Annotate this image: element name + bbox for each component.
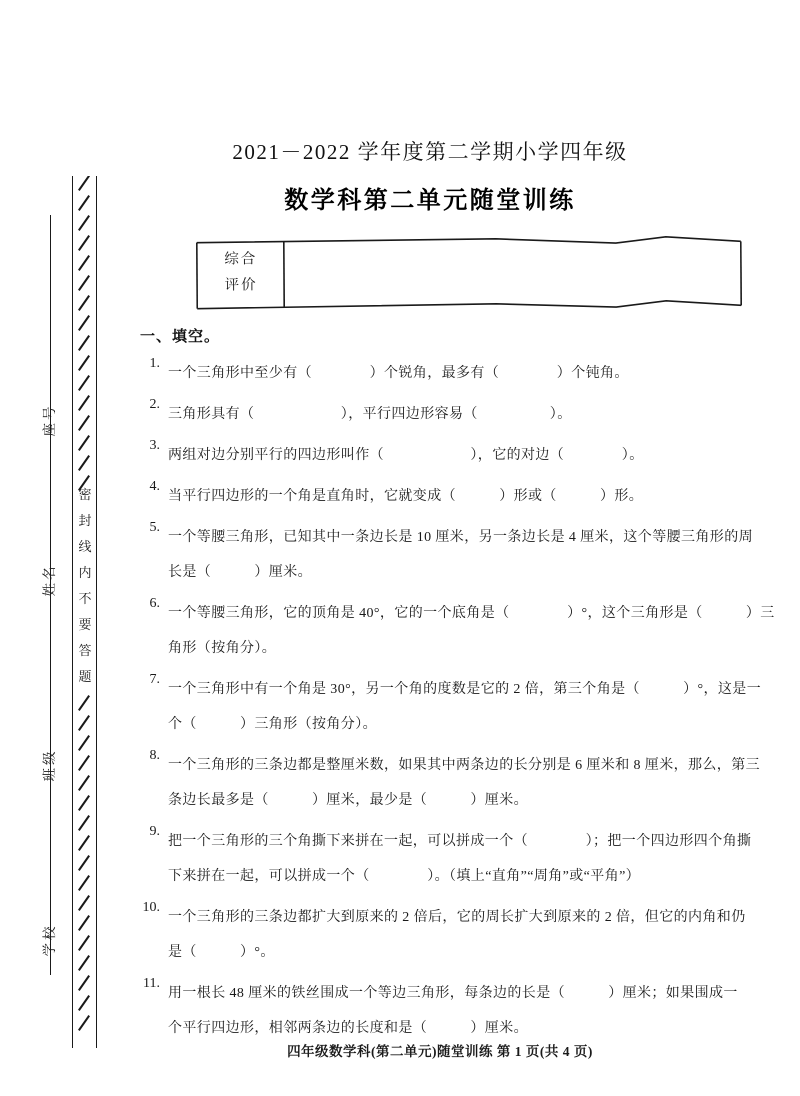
- left-margin-seal-area: [0, 0, 120, 1096]
- question-line: 一个等腰三角形，已知其中一条边长是 10 厘米，另一条边长是 4 厘米，这个等腰三角形的周: [168, 530, 753, 545]
- seal-hatch-slash: [78, 975, 90, 991]
- question-line: 当平行四边形的一个角是直角时，它就变成（ ）形或（ ）形。: [168, 489, 644, 504]
- question-number: 8.: [149, 748, 160, 763]
- page-footer: 四年级数学科(第二单元)随堂训练 第 1 页(共 4 页): [287, 1044, 593, 1059]
- question-item: [130, 976, 750, 1046]
- seal-hatch-slash: [78, 835, 90, 851]
- seal-hatch-slash: [78, 235, 90, 251]
- seal-hatch-slash: [78, 315, 90, 331]
- seal-hatch-slash: [78, 955, 90, 971]
- question-item: [130, 438, 750, 473]
- seal-char: 内: [78, 565, 92, 580]
- question-number: 4.: [149, 479, 160, 494]
- question-line: 三角形具有（ ），平行四边形容易（ ）。: [168, 407, 572, 422]
- field-label-school: 学校: [42, 923, 57, 957]
- question-line: 条边长最多是（ ）厘米，最少是（ ）厘米。: [168, 793, 528, 808]
- question-item: [130, 397, 750, 432]
- question-number: 11.: [143, 976, 160, 991]
- seal-hatch-slash: [78, 735, 90, 751]
- question-number: 7.: [149, 672, 160, 687]
- seal-hatch-slash: [78, 395, 90, 411]
- question-item: [130, 596, 775, 666]
- question-line: 下来拼在一起，可以拼成一个（ ）。（填上“直角”“周角”或“平角”）: [168, 869, 641, 884]
- field-label-seat-number: 座号: [42, 403, 57, 437]
- question-item: [130, 824, 750, 894]
- field-label-name: 姓名: [42, 563, 57, 597]
- question-number: 10.: [142, 900, 160, 915]
- question-number: 9.: [149, 824, 160, 839]
- question-line: 长是（ ）厘米。: [168, 565, 312, 580]
- question-line: 两组对边分别平行的四边形叫作（ ），它的对边（ ）。: [168, 448, 644, 463]
- seal-char: 封: [78, 513, 92, 528]
- question-line: 个（ ）三角形（按角分）。: [168, 717, 377, 732]
- seal-hatch-slash: [78, 895, 90, 911]
- question-list: [130, 356, 775, 1052]
- seal-hatch-slash: [78, 855, 90, 871]
- section-heading-fill-in-blanks: 一、填空。: [140, 329, 221, 345]
- question-line: 个平行四边形，相邻两条边的长度和是（ ）厘米。: [168, 1021, 528, 1036]
- field-label-class: 班级: [42, 748, 57, 782]
- seal-hatch-slash: [78, 815, 90, 831]
- question-line: 一个三角形中有一个角是 30°，另一个角的度数是它的 2 倍，第三个角是（ ）°，这是一: [168, 682, 762, 697]
- question-line: 一个三角形的三条边都是整厘米数，如果其中两条边的长分别是 6 厘米和 8 厘米，那么，第三: [168, 758, 760, 773]
- seal-char: 题: [78, 669, 92, 684]
- evaluation-label-line2: 评价: [224, 277, 258, 294]
- seal-hatch-slash: [78, 255, 90, 271]
- seal-hatch-slash: [78, 695, 90, 711]
- seal-hatch-slash: [78, 995, 90, 1011]
- seal-hatch-slash: [78, 176, 90, 191]
- question-item: [130, 900, 750, 970]
- seal-char: 答: [78, 643, 92, 658]
- title-line-academic-year: 2021－2022 学年度第二学期小学四年级: [232, 140, 628, 164]
- question-line: 一个三角形的三条边都扩大到原来的 2 倍后，它的周长扩大到原来的 2 倍，但它的内角和仍: [168, 910, 746, 925]
- seal-hatch-slash: [78, 455, 90, 471]
- seal-hatch-slash: [78, 275, 90, 291]
- seal-char: 不: [78, 591, 92, 606]
- seal-hatch-slash: [78, 935, 90, 951]
- question-line: 是（ ）°。: [168, 945, 275, 960]
- seal-hatch-slash: [78, 1015, 90, 1031]
- evaluation-value-field[interactable]: [292, 245, 734, 302]
- title-block: [120, 136, 740, 215]
- question-line: 用一根长 48 厘米的铁丝围成一个等边三角形，每条边的长是（ ）厘米；如果围成一: [168, 986, 738, 1001]
- seal-hatch-slash: [78, 355, 90, 371]
- question-number: 1.: [149, 356, 160, 371]
- seal-hatch-slash: [78, 335, 90, 351]
- seal-band-hatching: [73, 176, 96, 1048]
- seal-hatch-slash: [78, 435, 90, 451]
- seal-hatch-slash: [78, 375, 90, 391]
- question-number: 6.: [149, 596, 160, 611]
- question-line: 角形（按角分）。: [168, 641, 277, 656]
- question-number: 5.: [149, 520, 160, 535]
- question-line: 一个等腰三角形，它的顶角是 40°，它的一个底角是（ ）°，这个三角形是（ ）三: [168, 606, 775, 621]
- evaluation-label-line1: 综合: [224, 251, 258, 268]
- question-item: [130, 672, 762, 742]
- question-line: 把一个三角形的三个角撕下来拼在一起，可以拼成一个（ ）；把一个四边形四个角撕: [168, 834, 752, 849]
- question-item: [130, 520, 753, 590]
- evaluation-label: [206, 246, 276, 298]
- question-item: [130, 748, 760, 818]
- seal-hatch-slash: [78, 775, 90, 791]
- question-number: 3.: [149, 438, 160, 453]
- seal-hatch-slash: [78, 295, 90, 311]
- seal-hatch-slash: [78, 755, 90, 771]
- seal-hatch-slash: [78, 215, 90, 231]
- seal-char: 要: [78, 617, 92, 632]
- seal-hatch-slash: [78, 875, 90, 891]
- worksheet-content: [120, 0, 800, 1096]
- seal-rail-inner: [96, 176, 97, 1048]
- seal-char: 线: [78, 539, 92, 554]
- question-number: 2.: [149, 397, 160, 412]
- seal-char: 密: [78, 487, 92, 502]
- question-line: 一个三角形中至少有（ ）个锐角，最多有（ ）个钝角。: [168, 366, 629, 381]
- seal-hatch-slash: [78, 415, 90, 431]
- seal-hatch-slash: [78, 915, 90, 931]
- title-line-subject: 数学科第二单元随堂训练: [284, 188, 576, 214]
- question-item: [130, 356, 750, 391]
- seal-hatch-slash: [78, 195, 90, 211]
- evaluation-box: [196, 235, 742, 310]
- seal-hatch-slash: [78, 715, 90, 731]
- question-item: [130, 479, 750, 514]
- seal-hatch-slash: [78, 795, 90, 811]
